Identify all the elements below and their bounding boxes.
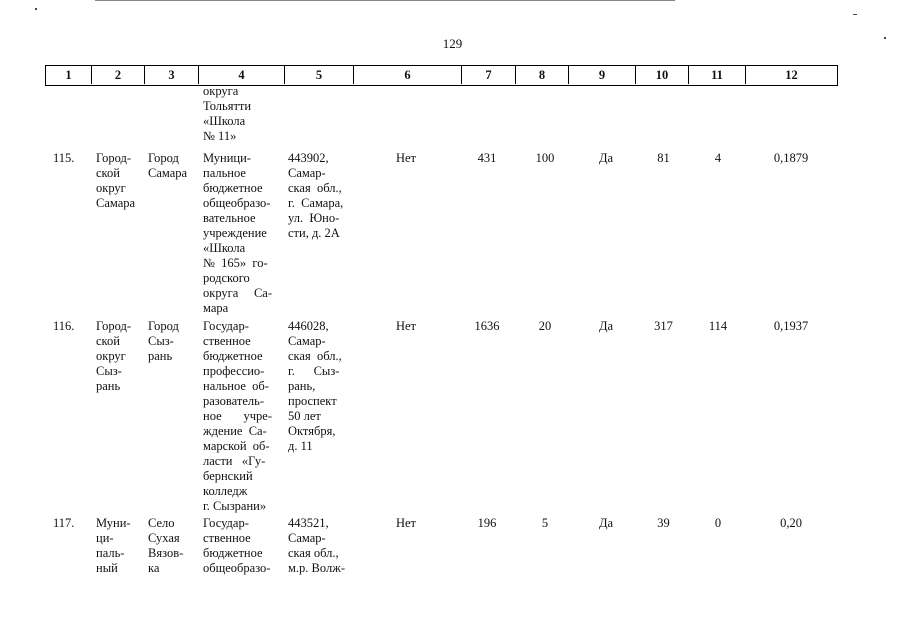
header-col-10: 10: [635, 66, 688, 84]
organization-cell: Государ- ственное бюджетное общеобразо-: [203, 516, 271, 575]
header-col-4: 4: [198, 66, 284, 84]
col12-cell: 0,1879: [773, 151, 809, 165]
header-col-1: 1: [65, 68, 72, 82]
header-col-7: 7: [461, 66, 515, 84]
col10-cell: 317: [654, 319, 673, 333]
header-col-2: 2: [91, 66, 144, 84]
col6-cell: Нет: [395, 319, 417, 333]
header-col-9: 9: [568, 66, 635, 84]
settlement-cell: Город Самара: [148, 151, 188, 180]
address-cell: 446028, Самар- ская обл., г. Сыз- рань, проспект 50 лет Октября, д. 11: [288, 319, 342, 453]
organization-cell: Муници- пальное бюджетное общеобразо- вательное учреждение «Школа № 165» го- родского округа Са- мара: [203, 151, 273, 315]
col9-cell: Да: [598, 151, 614, 165]
col7-cell: 196: [477, 516, 497, 530]
col11-cell: 114: [708, 319, 728, 333]
header-col-3: 3: [144, 66, 198, 84]
table-header-row: [45, 65, 838, 86]
municipality-cell: Город- ской округ Самара: [96, 151, 136, 210]
col6-cell: Нет: [395, 151, 417, 165]
col9-cell: Да: [598, 516, 614, 530]
col8-cell: 5: [541, 516, 549, 530]
col12-cell: 0,1937: [773, 319, 809, 333]
col6-cell: Нет: [395, 516, 417, 530]
scan-speck: [35, 8, 37, 10]
header-col-6: 6: [353, 66, 461, 84]
header-col-5: 5: [284, 66, 353, 84]
row-number: 115.: [53, 151, 75, 165]
settlement-cell: Город Сыз- рань: [148, 319, 179, 363]
col8-cell: 20: [538, 319, 552, 333]
page-number: 129: [442, 36, 463, 51]
scan-speck: [853, 14, 857, 15]
col10-cell: 39: [657, 516, 670, 530]
row-number: 117.: [53, 516, 75, 530]
col8-cell: 100: [535, 151, 555, 165]
organization-cell: Государ- ственное бюджетное профессио- нальное об- разователь- ное учре- ждение Са- марской об- ласти «Гу- бернский колледж г. Сызрани»: [203, 319, 273, 513]
col10-cell: 81: [657, 151, 670, 165]
municipality-cell: Город- ской округ Сыз- рань: [96, 319, 132, 393]
header-col-11: 11: [688, 66, 745, 84]
row-number: 116.: [53, 319, 75, 333]
continuation-text: округа Тольятти «Школа № 11»: [203, 84, 252, 143]
header-col-8: 8: [515, 66, 568, 84]
col7-cell: 431: [477, 151, 497, 165]
address-cell: 443521, Самар- ская обл., м.р. Волж-: [288, 516, 345, 575]
header-col-12: 12: [745, 66, 837, 84]
settlement-cell: Село Сухая Вязов- ка: [148, 516, 184, 575]
col12-cell: 0,20: [780, 516, 802, 530]
col7-cell: 1636: [474, 319, 500, 333]
address-cell: 443902, Самар- ская обл., г. Самара, ул. Юно- сти, д. 2А: [288, 151, 344, 240]
col11-cell: 0: [714, 516, 722, 530]
municipality-cell: Муни- ци- паль- ный: [96, 516, 131, 575]
scan-top-edge: [95, 0, 675, 1]
col9-cell: Да: [598, 319, 614, 333]
col11-cell: 4: [714, 151, 722, 165]
